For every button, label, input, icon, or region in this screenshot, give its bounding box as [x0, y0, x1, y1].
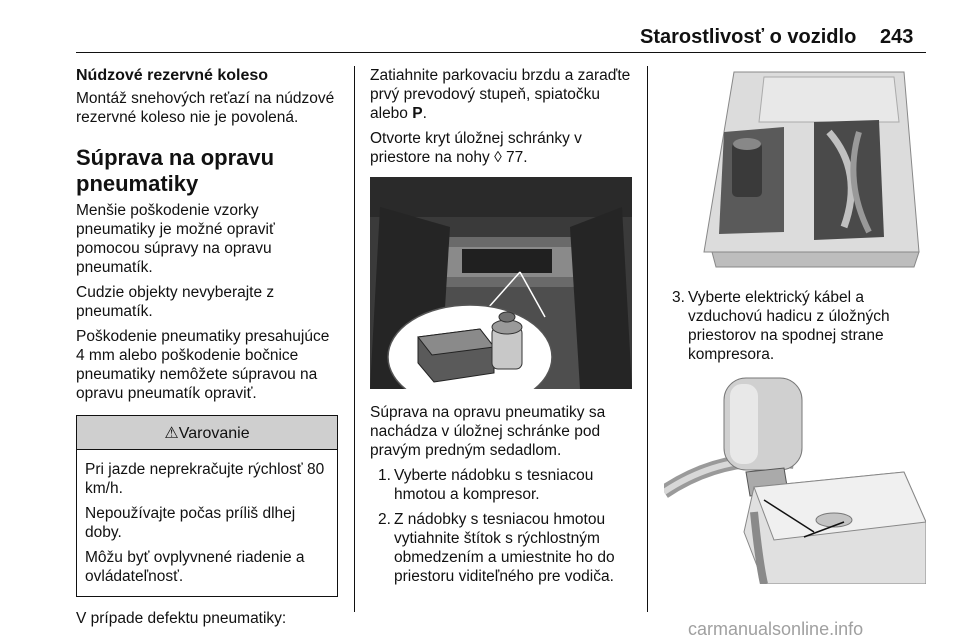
- page-reference-icon: ◊: [494, 149, 502, 166]
- compressor-hose-illustration: [664, 372, 926, 584]
- flat-tyre-intro: V prípade defektu pneumatiky:: [76, 610, 287, 627]
- page-header-title: Starostlivosť o vozidlo: [640, 26, 857, 48]
- gear-p: P: [412, 105, 423, 122]
- column-divider-2: [647, 66, 648, 612]
- column-divider-1: [354, 66, 355, 612]
- steps-list-col3: [664, 288, 934, 364]
- warning-title: Varovanie: [178, 425, 250, 442]
- header-rule: [76, 52, 926, 53]
- steps-list-col2: [370, 466, 632, 586]
- spare-wheel-heading: Núdzové rezervné koleso: [76, 67, 269, 84]
- warning-box: [76, 415, 338, 597]
- kit-paragraph-2: Cudzie objekty nevyberajte z pneumatík.: [76, 284, 275, 320]
- warning-text-1: Pri jazde neprekračujte rýchlosť 80 km/h.: [85, 461, 325, 497]
- page-number: 243: [880, 26, 914, 48]
- spare-wheel-text: Montáž snehových reťazí na núdzové rezervné koleso nie je povolená.: [76, 90, 335, 126]
- storage-compartment-illustration: [370, 177, 632, 389]
- watermark: carmanualsonline.info: [688, 619, 864, 639]
- parking-brake-text: Zatiahnite parkovaciu brzdu a zaraďte prvý prevodový stupeň, spiatočku alebo P.: [370, 67, 631, 122]
- warning-text-3: Môžu byť ovplyvnené riadenie a ovládateľnosť.: [85, 549, 305, 585]
- column-2: [370, 66, 632, 592]
- warning-header: [77, 416, 337, 450]
- column-3: [664, 66, 934, 584]
- warning-text-2: Nepoužívajte počas príliš dlhej doby.: [85, 505, 296, 541]
- repair-kit-heading: Súprava na opravu pneumatiky: [76, 145, 275, 196]
- kit-location-text: Súprava na opravu pneumatiky sa nachádza v úložnej schránke pod pravým predným sedadlom.: [370, 404, 606, 459]
- warning-body: [77, 450, 337, 596]
- list-item: 1. Vyberte nádobku s tesniacou hmotou a kompresor.: [378, 467, 594, 503]
- list-item: 2. Z nádobky s tesniacou hmotou vytiahnite štítok s rýchlostným obmedzením a umiestnite ho do priestoru viditeľného pre vodiča.: [378, 511, 615, 585]
- page-reference[interactable]: 77.: [501, 149, 528, 166]
- warning-triangle-icon: ⚠: [164, 425, 179, 442]
- kit-paragraph-1: Menšie poškodenie vzorky pneumatiky je možné opraviť pomocou súpravy na opravu pneumatík.: [76, 202, 275, 276]
- list-item: 3. Vyberte elektrický kábel a vzduchovú hadicu z úložných priestorov na spodnej strane kompresora.: [672, 289, 890, 363]
- kit-paragraph-3: Poškodenie pneumatiky presahujúce 4 mm alebo poškodenie bočnice pneumatiky nemôžete súpravou na opravu pneumatík opraviť.: [76, 328, 330, 402]
- open-cover-text: Otvorte kryt úložnej schránky v priestore na nohy ◊ 77.: [370, 130, 582, 166]
- column-1: [76, 66, 338, 634]
- compressor-box-illustration: [664, 62, 926, 274]
